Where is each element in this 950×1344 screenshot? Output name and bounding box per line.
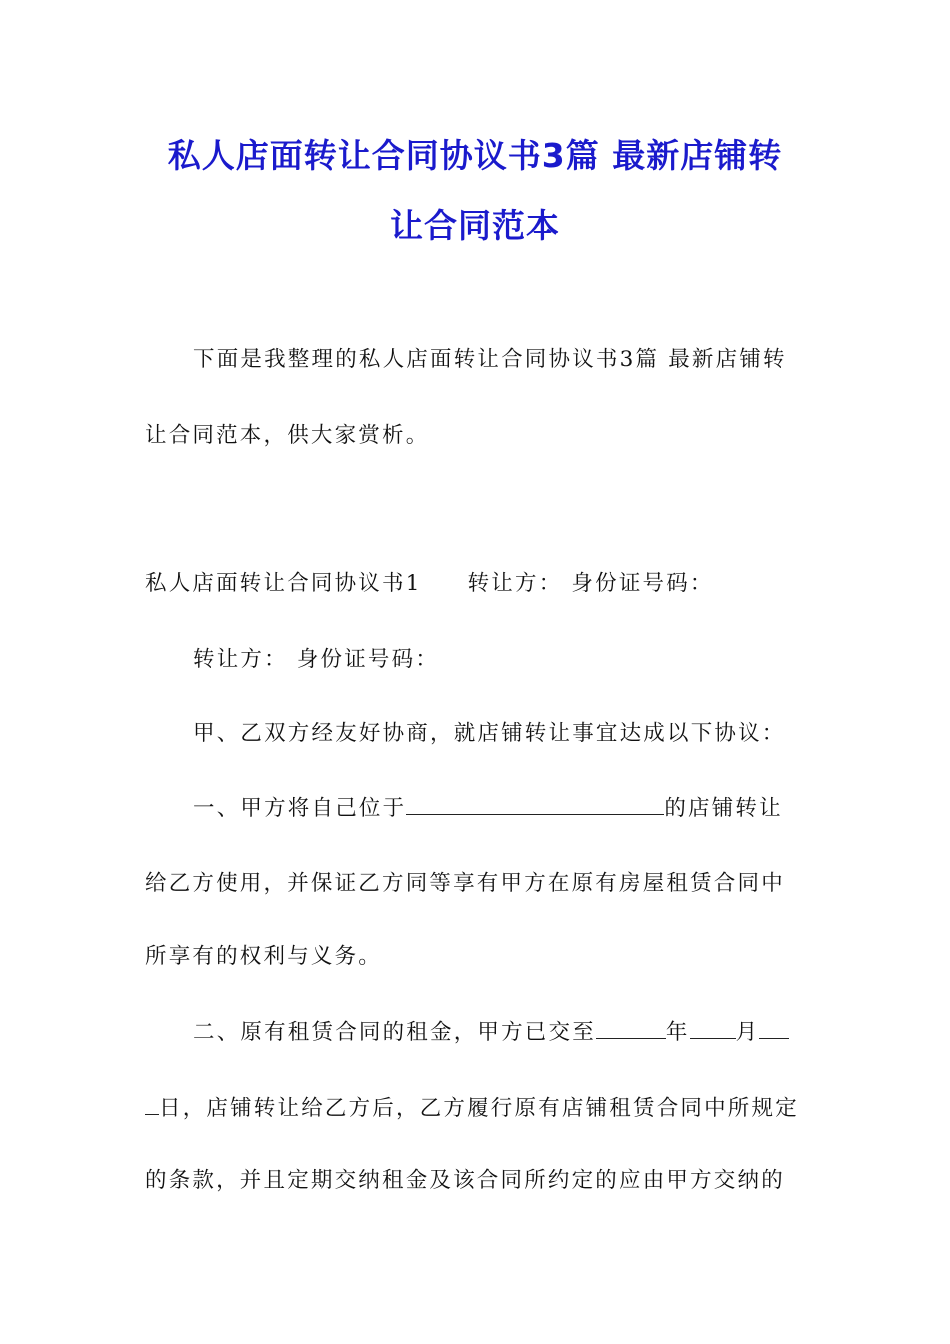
clause-2-line-2-text: 日，店铺转让给乙方后，乙方履行原有店铺租赁合同中所规定 bbox=[159, 1096, 799, 1121]
intro-line-2: 让合同范本，供大家赏析。 bbox=[145, 423, 430, 448]
month-label: 月 bbox=[735, 1020, 760, 1045]
location-blank bbox=[406, 796, 664, 815]
month-blank bbox=[690, 1020, 736, 1039]
clause-1-line-3: 所享有的权利与义务。 bbox=[145, 944, 383, 969]
clause-1-tail: 的店铺转让 bbox=[664, 796, 783, 821]
section-1-heading: 私人店面转让合同协议书1 bbox=[145, 571, 422, 596]
year-blank bbox=[596, 1020, 666, 1039]
day-blank-part-2 bbox=[145, 1096, 159, 1115]
clause-1-lead: 一、甲方将自己位于 bbox=[193, 796, 407, 821]
clause-1-line-1 bbox=[193, 794, 863, 824]
preamble-line: 甲、乙双方经友好协商，就店铺转让事宜达成以下协议： bbox=[193, 721, 786, 746]
clause-1-line-2: 给乙方使用，并保证乙方同等享有甲方在原有房屋租赁合同中 bbox=[145, 871, 785, 896]
section-1-header-line bbox=[145, 569, 815, 599]
clause-2-line-1 bbox=[193, 1018, 863, 1048]
intro-line-1: 下面是我整理的私人店面转让合同协议书3篇 最新店铺转 bbox=[193, 347, 787, 372]
clause-2-line-2 bbox=[145, 1094, 815, 1124]
year-label: 年 bbox=[665, 1020, 690, 1045]
clause-2-lead: 二、原有租赁合同的租金，甲方已交至 bbox=[193, 1020, 596, 1045]
clause-2-line-3: 的条款，并且定期交纳租金及该合同所约定的应由甲方交纳的 bbox=[145, 1168, 785, 1193]
party-b-line: 转让方： 身份证号码： bbox=[193, 647, 440, 672]
party-a-line: 转让方： 身份证号码： bbox=[467, 571, 714, 596]
document-title-line-2: 让合同范本 bbox=[390, 206, 560, 245]
document-title-line-1: 私人店面转让合同协议书3篇 最新店铺转 bbox=[167, 136, 783, 175]
day-blank-part-1 bbox=[759, 1020, 789, 1039]
